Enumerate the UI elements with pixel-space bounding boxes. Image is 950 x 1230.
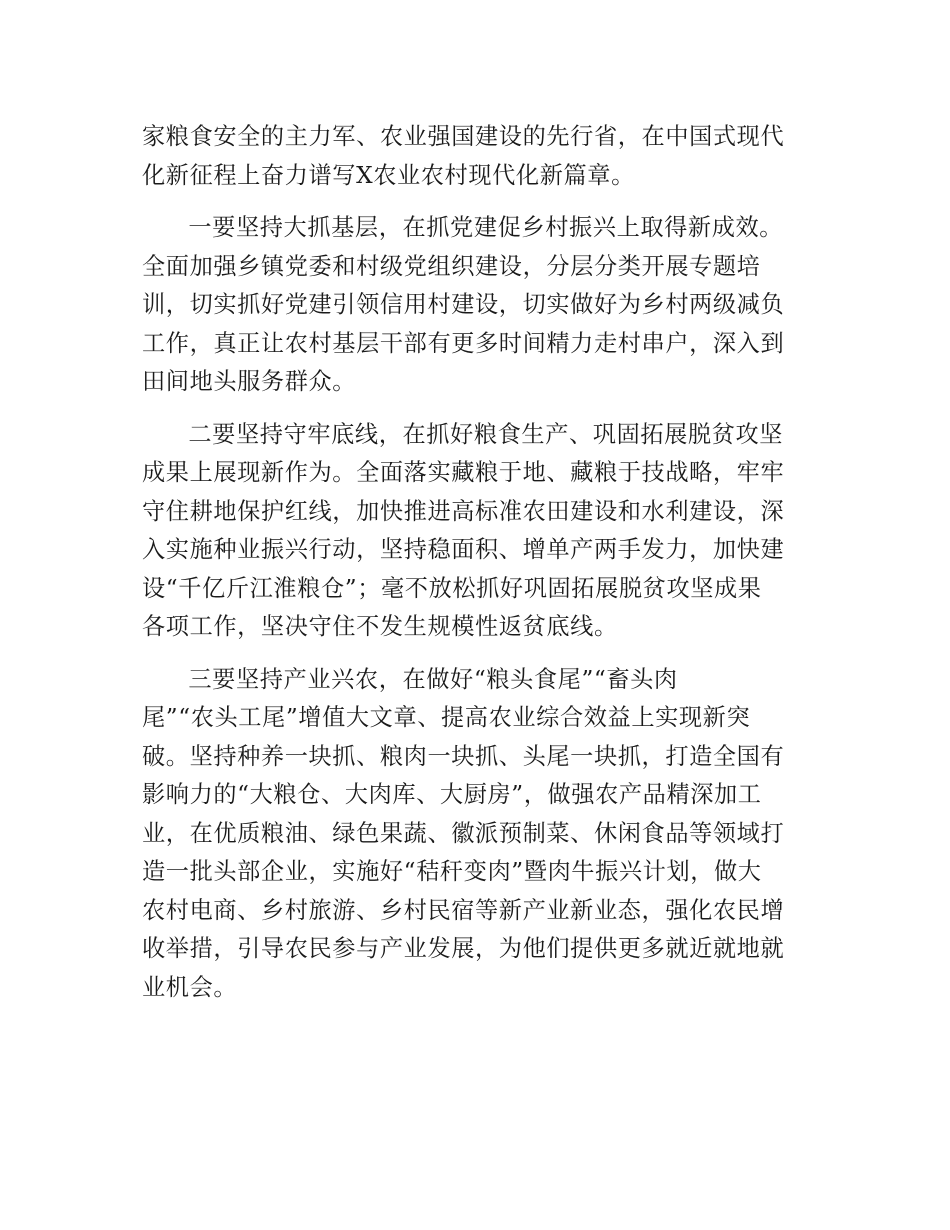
text-line: 收举措，引导农民参与产业发展，为他们提供更多就近就地就 (142, 935, 785, 962)
document-body (142, 118, 810, 1021)
text-line: 入实施种业振兴行动，坚持稳面积、增单产两手发力，加快建 (142, 536, 785, 563)
paragraph-point-three (142, 661, 810, 1008)
text-line: 影响力的“大粮仓、大肉库、大厨房”，做强农产品精深加工 (142, 781, 762, 808)
text-line: 成果上展现新作为。全面落实藏粮于地、藏粮于技战略，牢牢 (142, 459, 785, 486)
text-line: 业，在优质粮油、绿色果蔬、徽派预制菜、休闲食品等领域打 (142, 819, 785, 847)
text-line: 二要坚持守牢底线，在抓好粮食生产、巩固拓展脱贫攻坚 (188, 420, 784, 448)
text-line: 造一批头部企业，实施好“秸秆变肉”暨肉牛振兴计划，做大 (142, 858, 762, 885)
text-line: 尾”“农头工尾”增值大文章、提高农业综合效益上实现新突 (142, 704, 751, 731)
text-line: 一要坚持大抓基层，在抓党建促乡村振兴上取得新成效。 (188, 214, 784, 241)
text-line: 业机会。 (142, 973, 238, 1001)
text-line: 三要坚持产业兴农，在做好“粮头食尾”“畜头肉 (188, 665, 678, 693)
paragraph-point-one (142, 209, 810, 402)
text-line: 破。坚持种养一块抓、粮肉一块抓、头尾一块抓，打造全国有 (142, 742, 785, 770)
text-line: 家粮食安全的主力军、农业强国建设的先行省，在中国式现代 (142, 123, 785, 150)
paragraph-intro-continuation (142, 118, 810, 195)
text-line: 农村电商、乡村旅游、乡村民宿等新产业新业态，强化农民增 (142, 896, 785, 924)
text-line: 工作，真正让农村基层干部有更多时间精力走村串户，深入到 (142, 329, 785, 357)
text-line: 全面加强乡镇党委和村级党组织建设，分层分类开展专题培 (142, 252, 761, 280)
paragraph-point-two (142, 416, 810, 647)
text-line: 设“千亿斤江淮粮仓”；毫不放松抓好巩固拓展脱贫攻坚成果 (142, 574, 762, 602)
text-line: 化新征程上奋力谱写X农业农村现代化新篇章。 (142, 161, 635, 189)
text-line: 各项工作，坚决守住不发生规模性返贫底线。 (142, 613, 618, 640)
text-line: 田间地头服务群众。 (142, 368, 357, 395)
text-line: 守住耕地保护红线，加快推进高标准农田建设和水利建设，深 (142, 497, 785, 525)
text-line: 训，切实抓好党建引领信用村建设，切实做好为乡村两级减负 (142, 291, 785, 318)
